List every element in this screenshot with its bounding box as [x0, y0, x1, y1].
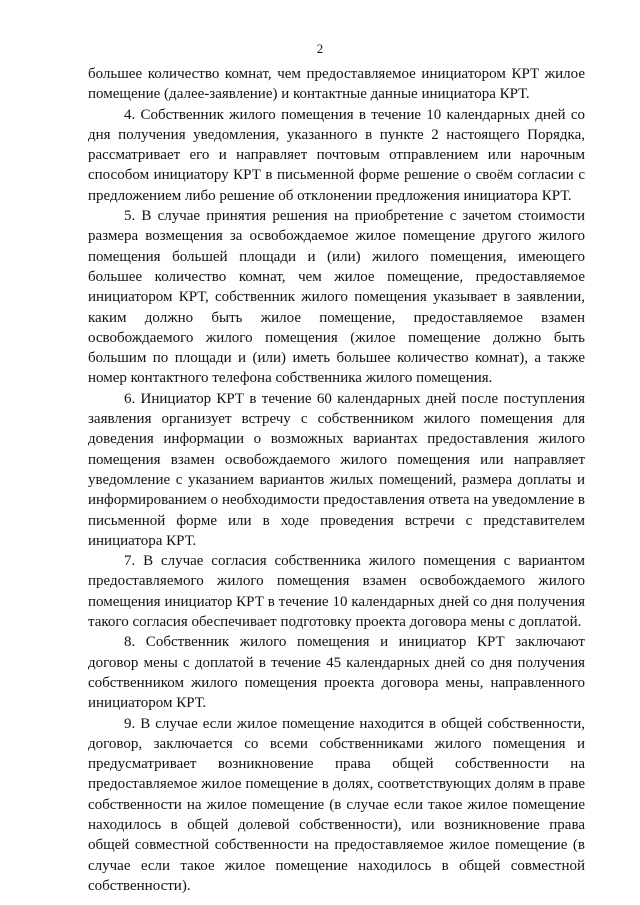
page-number: 2 — [316, 41, 324, 56]
paragraph-5: 5. В случае принятия решения на приобретение с зачетом стоимости размера возмещения за освобождаемое жилое помещение другого жилого помещения большей площади и (или) жилого помещения, имеющего большее количество комнат, чем жилое помещение, предоставляемое инициатором КРТ, собственник жилого помещения указывает в заявлении, каким должно быть жилое помещение, предоставляемое взамен освобождаемого жилого помещения (жилое помещение должно быть большим по площади и (или) иметь большее количество комнат), а также номер контактного телефона собственника жилого помещения. — [88, 208, 585, 387]
paragraph-8: 8. Собственник жилого помещения и инициатор КРТ заключают договор мены с доплатой в течение 45 календарных дней со дня получения собственником жилого помещения проекта договора мены, направленного инициатором КРТ. — [88, 634, 585, 712]
paragraph-7: 7. В случае согласия собственника жилого помещения с вариантом предоставляемого жилого помещения взамен освобождаемого жилого помещения инициатор КРТ в течение 10 календарных дней со дня получения такого согласия обеспечивает подготовку проекта договора мены с доплатой. — [88, 553, 585, 631]
paragraph-6: 6. Инициатор КРТ в течение 60 календарных дней после поступления заявления организует встречу с собственником жилого помещения для доведения информации о возможных вариантах предоставления жилого помещения взамен освобождаемого жилого помещения или направляет уведомление с указанием вариантов жилых помещений, размера доплаты и информированием о необходимости предоставления ответа на уведомление в письменной форме или в ходе проведения встречи с представителем инициатора КРТ. — [88, 390, 585, 549]
paragraph-continuation: большее количество комнат, чем предоставляемое инициатором КРТ жилое помещение (далее-заявление) и контактные данные инициатора КРТ. — [88, 66, 585, 103]
paragraph-4: 4. Собственник жилого помещения в течение 10 календарных дней со дня получения уведомления, указанного в пункте 2 настоящего Порядка, рассматривает его и направляет почтовым отправлением или нарочным способом инициатору КРТ в письменной форме решение о своём согласии с предложением либо решение об отклонении предложения инициатора КРТ. — [88, 106, 585, 204]
paragraph-9: 9. В случае если жилое помещение находится в общей собственности, договор, заключается со всеми собственниками жилого помещения и предусматривает возникновение права общей собственности на предоставляемое жилое помещение в долях, соответствующих долям в праве собственности на жилое помещение (в случае если такое жилое помещение находилось в общей долевой собственности), или возникновение права общей совместной собственности на предоставляемое жилое помещение (в случае если такое жилое помещение находилось в общей совместной собственности). — [88, 715, 585, 894]
document-body — [88, 64, 585, 896]
